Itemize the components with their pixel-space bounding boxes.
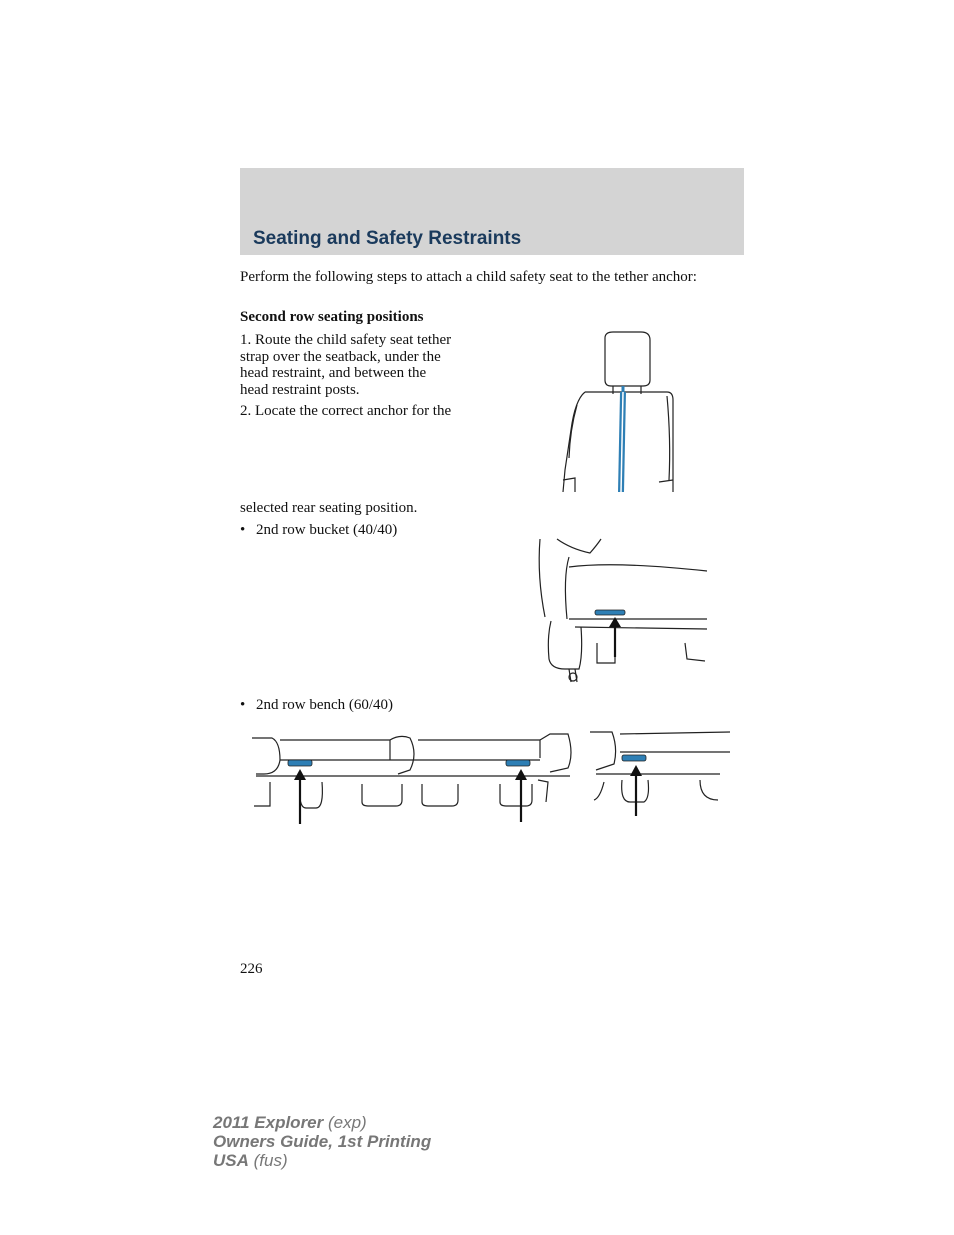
bullet-bench-text: 2nd row bench (60/40) [256, 697, 394, 713]
footer-model-code: (exp) [323, 1113, 367, 1132]
arrow-icon [294, 769, 306, 824]
arrow-icon [515, 769, 527, 822]
step-2-line-2: selected rear seating position. [240, 500, 418, 516]
step-1-line: strap over the seatback, under the [240, 348, 441, 365]
bucket-seat-anchor-illustration [535, 537, 715, 687]
arrow-icon [609, 617, 621, 657]
step-1 [240, 332, 500, 398]
step-2-line-1: 2. Locate the correct anchor for the [240, 403, 452, 419]
bullet-dot: • [240, 522, 246, 538]
bullet-bucket [240, 522, 397, 539]
bucket-anchor [595, 610, 625, 615]
footer-line [213, 1113, 431, 1132]
step-1-line: head restraint, and between the [240, 365, 427, 381]
step-1-line: 1. Route the child safety seat tether [240, 332, 452, 348]
footer-market: USA [213, 1151, 249, 1170]
footer-line [213, 1151, 431, 1170]
footer-line [213, 1132, 431, 1151]
footer-market-code: (fus) [248, 1151, 288, 1170]
footer [213, 1113, 431, 1170]
footer-printing: Owners Guide, 1st Printing [213, 1132, 432, 1151]
bullet-bucket-text: 2nd row bucket (40/40) [256, 522, 398, 538]
footer-model: 2011 Explorer [213, 1113, 324, 1132]
section-title: Seating and Safety Restraints [253, 228, 522, 249]
bullet-bench [240, 697, 393, 714]
arrow-icon [630, 765, 642, 816]
page-number: 226 [240, 961, 263, 977]
step-1-line: head restraint posts. [240, 381, 360, 398]
bench-seat-anchors-illustration [250, 730, 730, 830]
subheading: Second row seating positions [240, 309, 424, 325]
seatback-tether-illustration [555, 330, 685, 500]
tether-strap [621, 386, 623, 492]
intro-paragraph: Perform the following steps to attach a child safety seat to the tether anchor: [240, 269, 697, 285]
bullet-dot: • [240, 697, 246, 713]
